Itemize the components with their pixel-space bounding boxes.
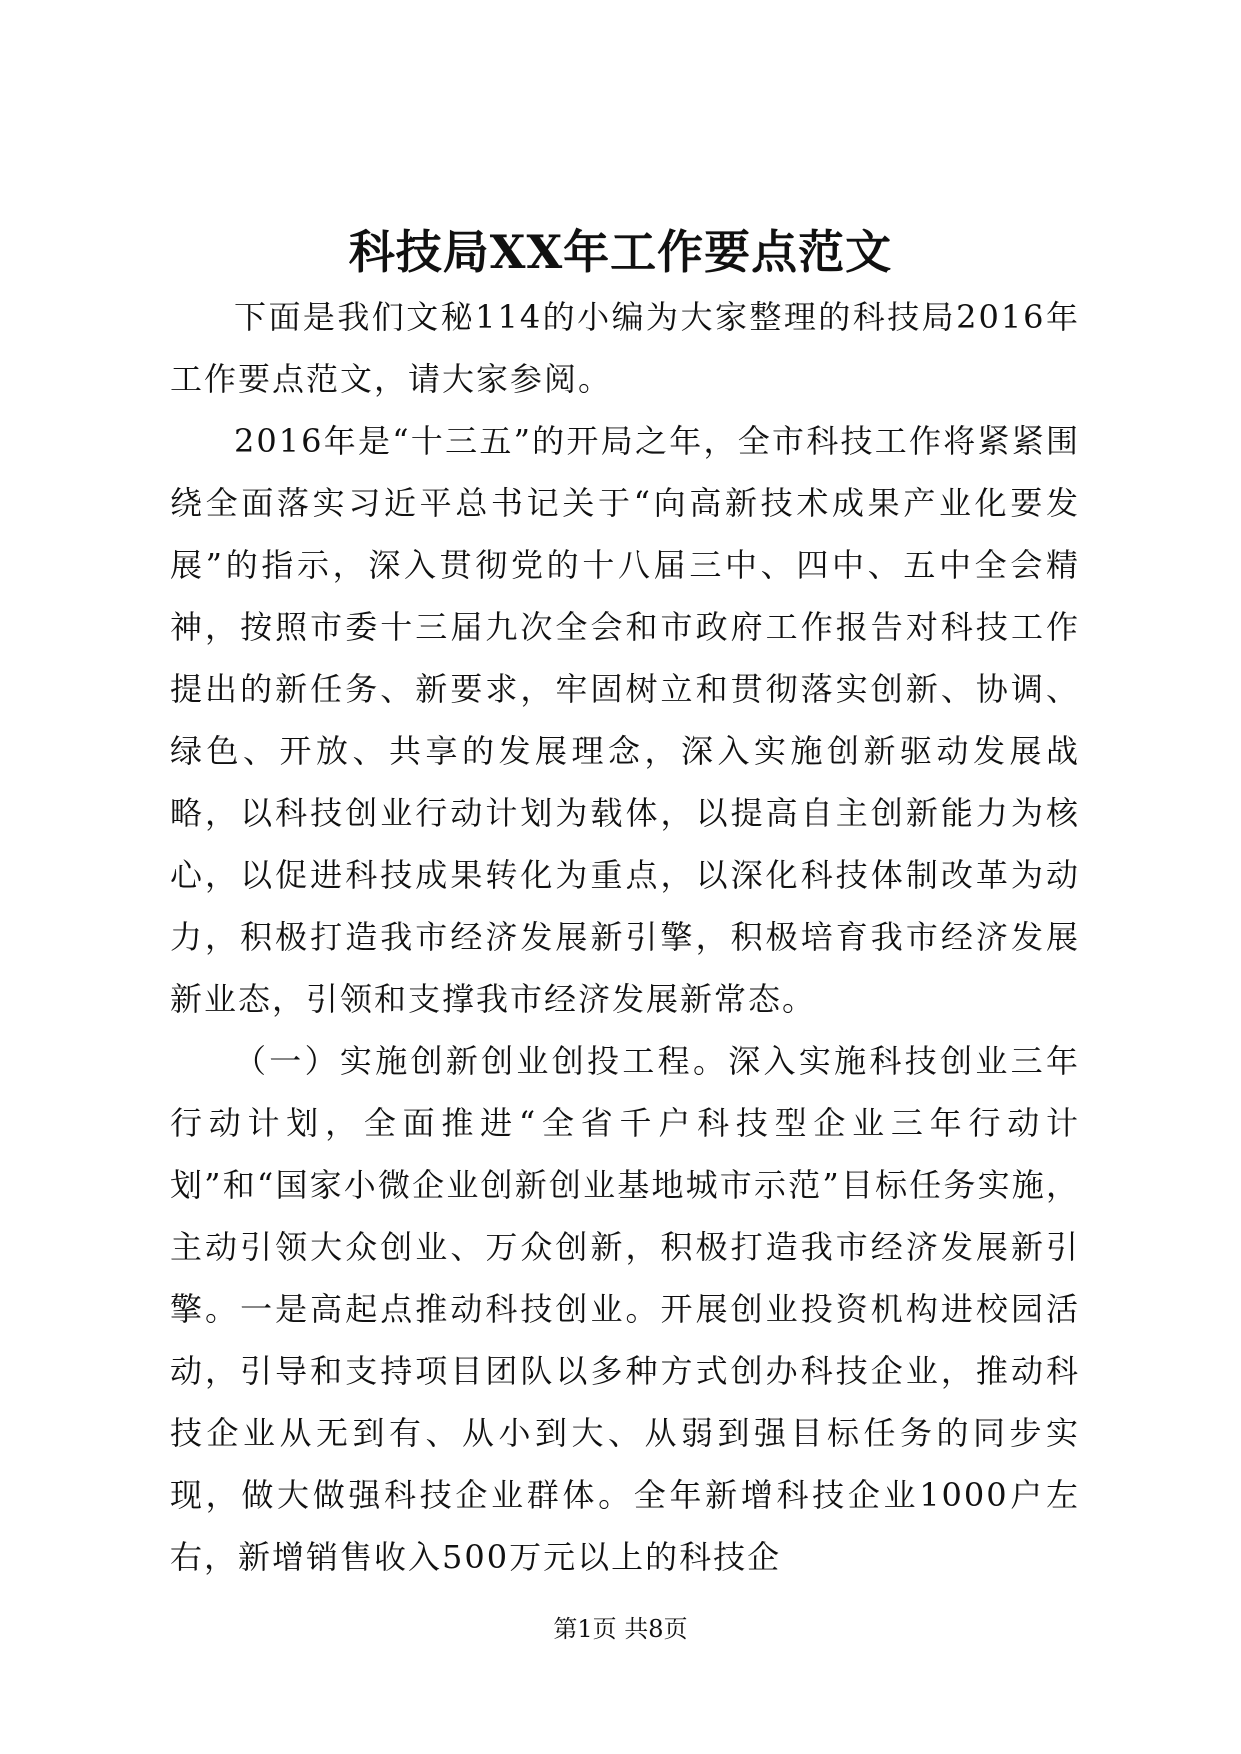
paragraph-overview: 2016年是“十三五”的开局之年，全市科技工作将紧紧围绕全面落实习近平总书记关于“向高新技术成果产业化要发展”的指示，深入贯彻党的十八届三中、四中、五中全会精神，按照市委十三届九次全会和市政府工作报告对科技工作提出的新任务、新要求，牢固树立和贯彻落实创新、协调、绿色、开放、共享的发展理念，深入实施创新驱动发展战略，以科技创业行动计划为载体，以提高自主创新能力为核心，以促进科技成果转化为重点，以深化科技体制改革为动力，积极打造我市经济发展新引擎，积极培育我市经济发展新业态，引领和支撑我市经济发展新常态。 (170, 422, 1080, 1018)
paragraph-section-one: （一）实施创新创业创投工程。深入实施科技创业三年行动计划，全面推进“全省千户科技型企业三年行动计划”和“国家小微企业创新创业基地城市示范”目标任务实施，主动引领大众创业、万众创新，积极打造我市经济发展新引擎。一是高起点推动科技创业。开展创业投资机构进校园活动，引导和支持项目团队以多种方式创办科技企业，推动科技企业从无到有、从小到大、从弱到强目标任务的同步实现，做大做强科技企业群体。全年新增科技企业1000户左右，新增销售收入500万元以上的科技企 (170, 1042, 1080, 1576)
document-title: 科技局XX年工作要点范文 (348, 225, 893, 279)
paragraph-intro: 下面是我们文秘114的小编为大家整理的科技局2016年工作要点范文，请大家参阅。 (170, 298, 1080, 398)
page-number-footer: 第1页 共8页 (553, 1615, 688, 1643)
document-body (170, 286, 1080, 1588)
